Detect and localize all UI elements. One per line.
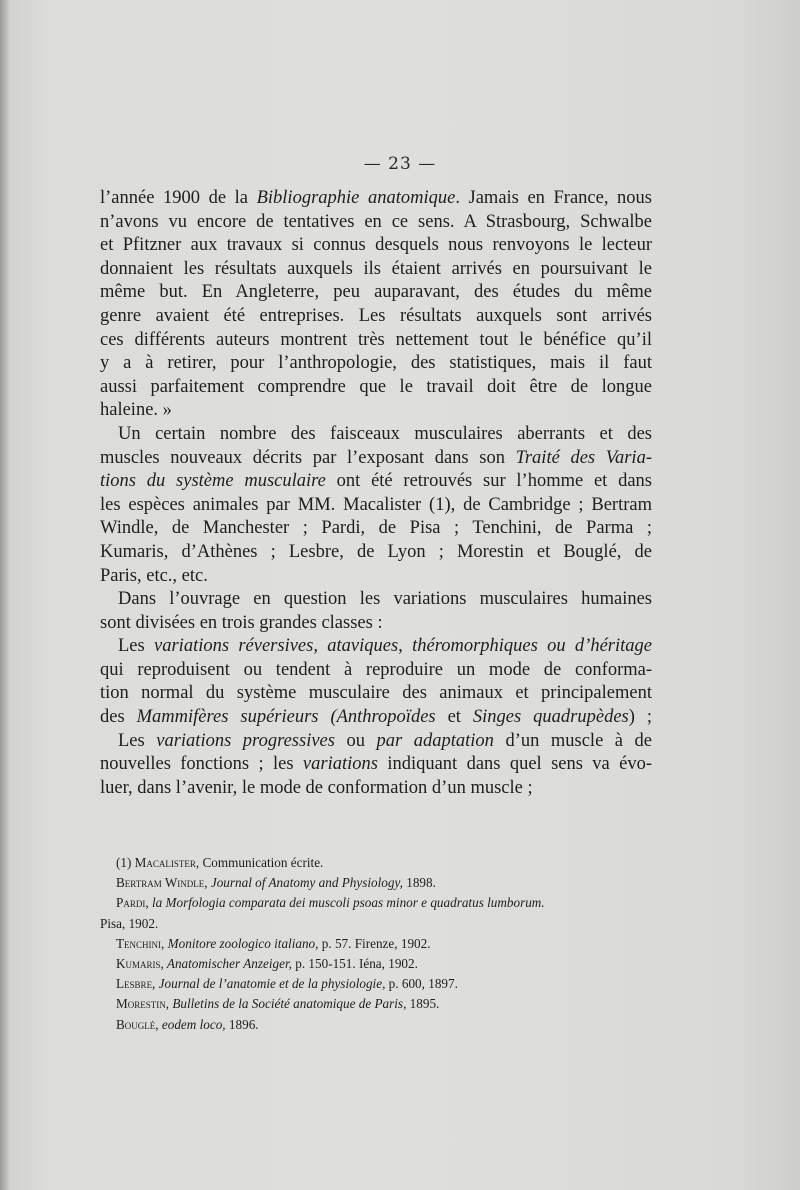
footnote: Morestin, Bulletins de la Société anatomique de Paris, 1895.: [116, 996, 440, 1012]
footnote: (1) Macalister, Communication écrite.: [116, 855, 324, 870]
footnote: Kumaris, Anatomischer Anzeiger, p. 150-151. Iéna, 1902.: [116, 956, 418, 972]
text-line: qui reproduisent ou tendent à reproduire un mode de conforma-: [100, 659, 652, 680]
footnote: Tenchini, Monitore zoologico italiano, p. 57. Firenze, 1902.: [116, 935, 431, 951]
text-line: même but. En Angleterre, peu auparavant, des études du même: [100, 282, 652, 303]
text-line: y a à retirer, pour l’anthropologie, des statistiques, mais il faut: [100, 353, 652, 374]
footnote: Pardi, la Morfologia comparata dei muscoli psoas minor e quadratus lumborum.: [116, 895, 545, 911]
text-line: Dans l’ouvrage en question les variations musculaires humaines: [118, 589, 652, 610]
text-line: haleine. »: [100, 400, 172, 421]
text-line: Un certain nombre des faisceaux musculaires aberrants et des: [118, 423, 652, 444]
text-line: aussi parfaitement comprendre que le travail doit être de longue: [100, 376, 652, 397]
text-line: et Pfitzner aux travaux si connus desquels nous renvoyons le lecteur: [100, 235, 652, 256]
text-line: n’avons vu encore de tentatives en ce sens. A Strasbourg, Schwalbe: [100, 211, 652, 232]
footnote: Bouglé, eodem loco, 1896.: [116, 1016, 259, 1032]
text-line: tion normal du système musculaire des animaux et principalement: [100, 683, 652, 704]
text-line: tions du système musculaire ont été retrouvés sur l’homme et dans: [100, 471, 652, 492]
text-line: Kumaris, d’Athènes ; Lesbre, de Lyon ; Morestin et Bouglé, de: [100, 541, 652, 562]
page-binding-shadow: [0, 0, 10, 1190]
text-line: luer, dans l’avenir, le mode de conformation d’un muscle ;: [100, 777, 533, 798]
text-line: ces différents auteurs montrent très nettement tout le bénéfice qu’il: [100, 329, 652, 350]
text-line: Windle, de Manchester ; Pardi, de Pisa ; Tenchini, de Parma ;: [100, 518, 652, 539]
footnotes: [100, 853, 652, 1035]
page-number: — 23 —: [363, 154, 437, 174]
text-line: Paris, etc., etc.: [100, 565, 208, 586]
text-line: Les variations réversives, ataviques, théromorphiques ou d’héritage: [118, 636, 652, 657]
text-line: l’année 1900 de la Bibliographie anatomique. Jamais en France, nous: [100, 188, 652, 208]
text-line: sont divisées en trois grandes classes :: [100, 612, 383, 633]
text-line: nouvelles fonctions ; les variations indiquant dans quel sens va évo-: [100, 754, 652, 775]
footnote: Lesbre, Journal de l’anatomie et de la physiologie, p. 600, 1897.: [116, 976, 458, 992]
text-line: muscles nouveaux décrits par l’exposant dans son Traité des Varia-: [100, 447, 652, 468]
text-line: genre avaient été entreprises. Les résultats auxquels sont arrivés: [100, 305, 652, 326]
text-line: Les variations progressives ou par adaptation d’un muscle à de: [118, 730, 653, 751]
text-line: les espèces animales par MM. Macalister (1), de Cambridge ; Bertram: [100, 494, 652, 515]
text-line: donnaient les résultats auxquels ils étaient arrivés en poursuivant le: [100, 258, 652, 279]
text-line: des Mammifères supérieurs (Anthropoïdes et Singes quadrupèdes) ;: [100, 707, 653, 728]
footnote-continuation: Pisa, 1902.: [100, 915, 159, 931]
footnote: Bertram Windle, Journal of Anatomy and Physiology, 1898.: [116, 875, 436, 891]
body-text: [100, 187, 652, 800]
